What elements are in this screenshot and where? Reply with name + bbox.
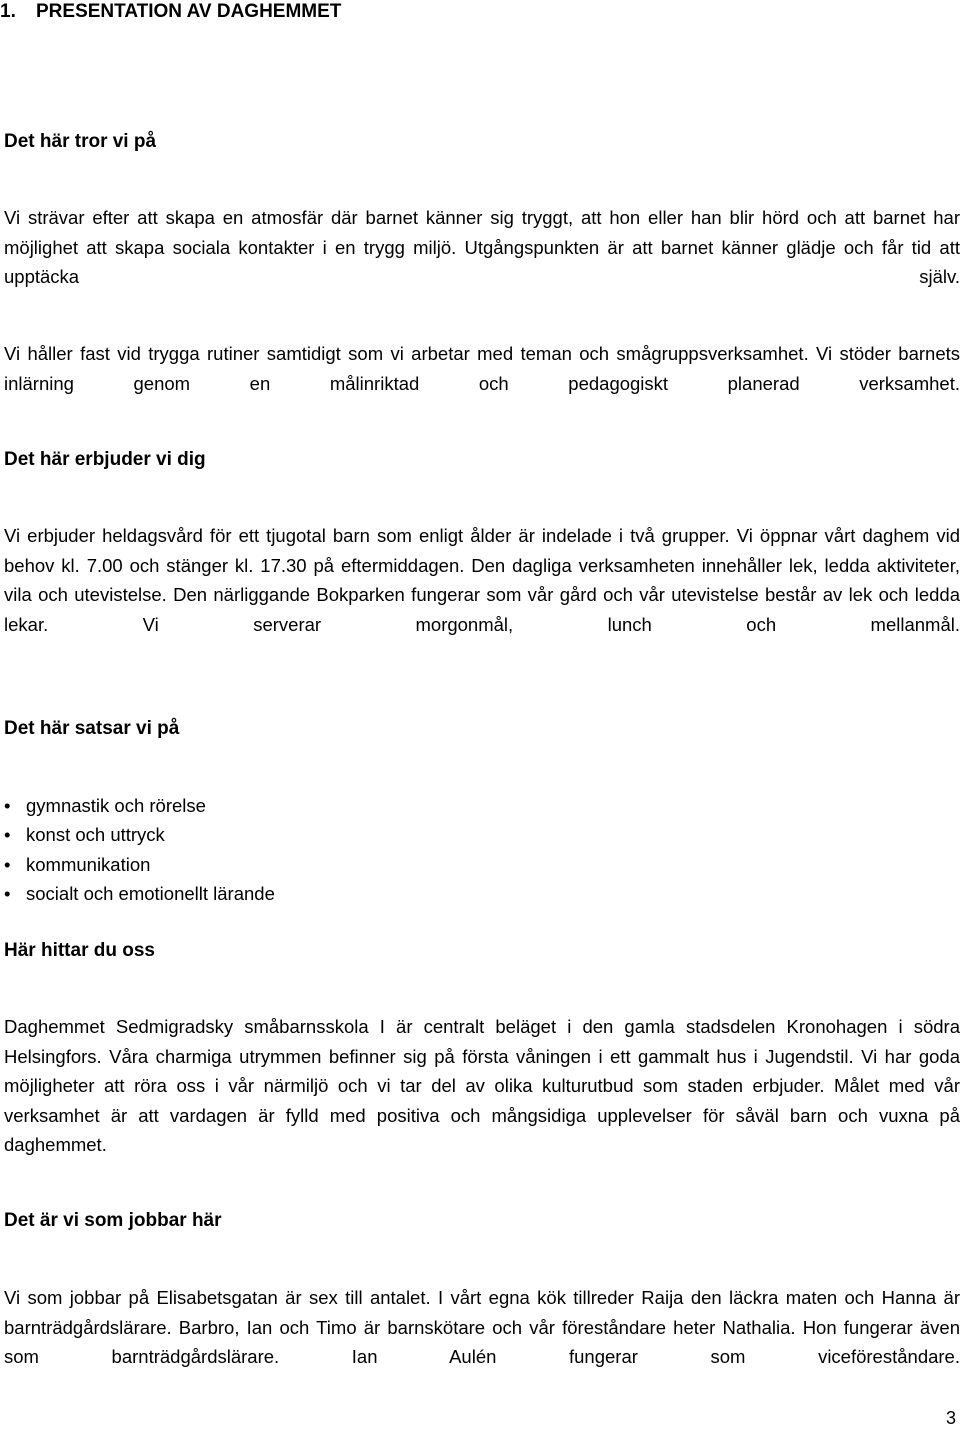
staff-paragraph: Vi som jobbar på Elisabetsgatan är sex till antalet. I vårt egna kök tillreder Raija den läckra maten och Hanna är barnträdgårdslärare. Barbro, Ian och Timo är barnskötare och vår föreståndare heter Nathalia. Hon fungerar även som barnträdgårdslärare. Ian Aulén fungerar som viceföreståndare. xyxy=(4,1287,960,1367)
list-item xyxy=(4,879,275,908)
list-item xyxy=(4,791,275,820)
section-heading-offer: Det här erbjuder vi dig xyxy=(4,449,206,470)
bullet-icon: • xyxy=(4,882,11,904)
beliefs-paragraph-2: Vi håller fast vid trygga rutiner samtidigt som vi arbetar med teman och smågruppsverksamhet. Vi stöder barnets inlärning genom en målinriktad och pedagogiskt planerad verksamhet. xyxy=(4,343,960,394)
location-paragraph: Daghemmet Sedmigradsky småbarnsskola I är centralt beläget i den gamla stadsdelen Kronohagen i södra Helsingfors. Våra charmiga utrymmen befinner sig på första våningen i ett gammalt hus i Jugendstil. Vi har goda möjligheter att röra oss i vår närmiljö och vi tar del av olika kulturutbud som staden erbjuder. Målet med vår verksamhet är att vardagen är fylld med positiva och mångsidiga upplevelser för såväl barn och vuxna på daghemmet. xyxy=(4,1016,960,1155)
chapter-title: PRESENTATION AV DAGHEMMET xyxy=(36,1,342,22)
offer-paragraph: Vi erbjuder heldagsvård för ett tjugotal barn som enligt ålder är indelade i två grupper. Vi öppnar vårt daghem vid behov kl. 7.00 och stänger kl. 17.30 på eftermiddagen. Den dagliga verksamheten innehåller lek, ledda aktiviteter, vila och utevistelse. Den närliggande Bokparken fungerar som vår gård och vår utevistelse består av lek och ledda lekar. Vi serverar morgonmål, lunch och mellanmål. xyxy=(4,525,960,635)
bullet-icon: • xyxy=(4,824,11,846)
list-item xyxy=(4,820,275,849)
section-heading-focus: Det här satsar vi på xyxy=(4,718,180,739)
chapter-heading xyxy=(0,0,341,26)
beliefs-paragraph-1: Vi strävar efter att skapa en atmosfär där barnet känner sig tryggt, att hon eller han blir hörd och att barnet har möjlighet att skapa sociala kontakter i en trygg miljö. Utgångspunkten är att barnet känner glädje och får tid att upptäcka själv. xyxy=(4,207,960,287)
focus-list xyxy=(4,791,275,908)
list-item-text: konst och uttryck xyxy=(26,824,165,846)
list-item-text: kommunikation xyxy=(26,853,151,875)
list-item-text: socialt och emotionellt lärande xyxy=(26,882,275,904)
list-item xyxy=(4,850,275,879)
chapter-number: 1. xyxy=(0,1,16,22)
section-heading-staff: Det är vi som jobbar här xyxy=(4,1210,222,1231)
section-heading-beliefs: Det här tror vi på xyxy=(4,131,157,152)
section-heading-location: Här hittar du oss xyxy=(4,940,155,961)
bullet-icon: • xyxy=(4,795,11,816)
list-item-text: gymnastik och rörelse xyxy=(26,795,206,816)
bullet-icon: • xyxy=(4,853,11,875)
page-number: 3 xyxy=(945,1408,956,1428)
